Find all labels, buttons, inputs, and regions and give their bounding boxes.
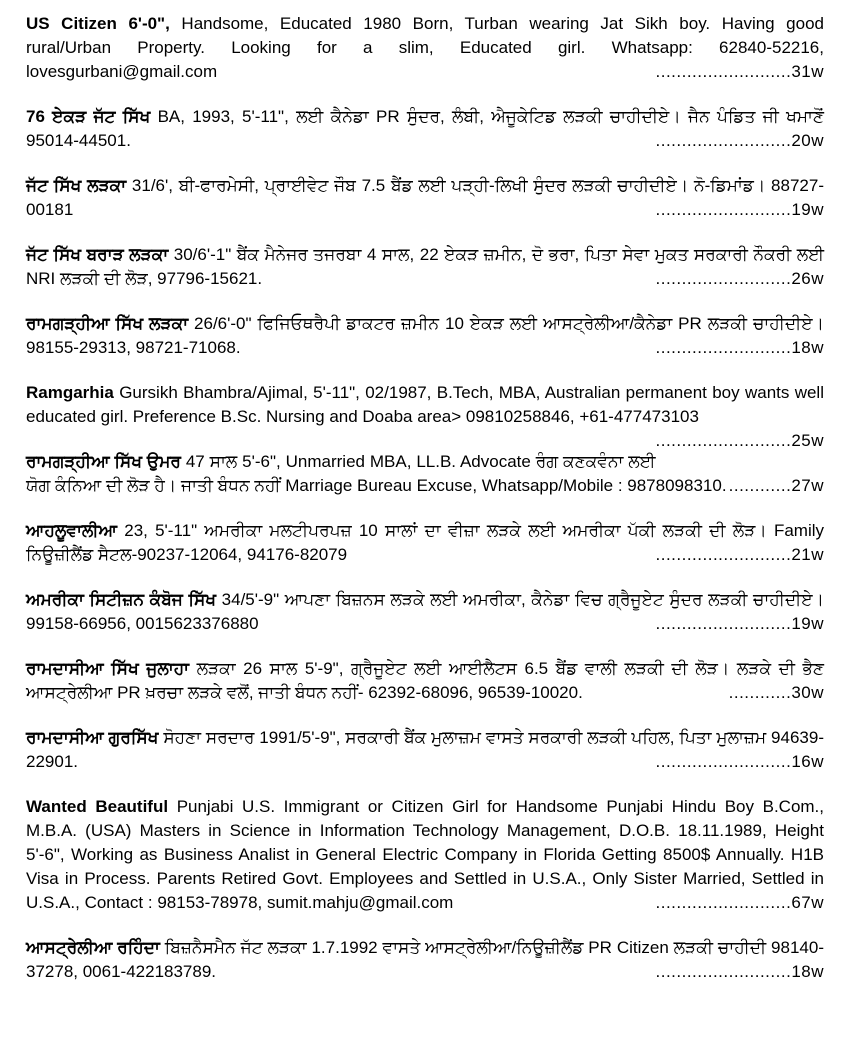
classified-ad-australia-businessman xyxy=(26,936,824,984)
ad-wordcount xyxy=(656,198,825,222)
classified-ad-ramgarhia-sikh-larka xyxy=(26,312,824,360)
wordcount-value: 31w xyxy=(791,62,824,81)
ad-wordcount xyxy=(656,129,825,153)
ad-body: 30/6'-1" ਬੈਂਕ ਮੈਨੇਜਰ ਤਜਰਬਾ 4 ਸਾਲ, 22 ਏਕੜ ਜ਼ਮੀਨ, ਦੋ ਭਰਾ, ਪਿਤਾ ਸੇਵਾ ਮੁਕਤ ਸਰਕਾਰੀ ਨੌਕਰੀ ਲਈ NRI ਲੜਕੀ ਦੀ ਲੋੜ, 97796-15621. xyxy=(26,245,824,288)
leader-dots: .......................... xyxy=(655,269,792,288)
ad-lead: ਅਮਰੀਕਾ ਸਿਟੀਜ਼ਨ ਕੰਬੋਜ ਸਿੱਖ xyxy=(26,590,217,609)
ad-lead: ਜੱਟ ਸਿੱਖ ਬਰਾੜ ਲੜਕਾ xyxy=(26,245,169,264)
ad-body: ਲੜਕਾ 26 ਸਾਲ 5'-9", ਗ੍ਰੈਜੂਏਟ ਲਈ ਆਈਲੈਟਸ 6.5 ਬੈਂਡ ਵਾਲੀ ਲੜਕੀ ਦੀ ਲੋੜ। ਲੜਕੇ ਦੀ ਭੈਣ ਆਸਟ੍ਰੇਲੀਆ PR ਖ਼ਰਚਾ ਲੜਕੇ ਵਲੋਂ, ਜਾਤੀ ਬੰਧਨ ਨਹੀਂ- 62392-68096, 96539-10020. xyxy=(26,659,824,702)
ad-lead: ਆਸਟ੍ਰੇਲੀਆ ਰਹਿੰਦਾ xyxy=(26,938,160,957)
leader-dots: .......................... xyxy=(655,893,792,912)
ad-wordcount xyxy=(729,681,824,705)
ad-body: 31/6', ਬੀ-ਫਾਰਮੇਸੀ, ਪ੍ਰਾਈਵੇਟ ਜੌਬ 7.5 ਬੈਂਡ ਲਈ ਪੜ੍ਹੀ-ਲਿਖੀ ਸੁੰਦਰ ਲੜਕੀ ਚਾਹੀਦੀਏ। ਨੋ-ਡਿਮਾਂਡ। 88727-00181 xyxy=(26,176,824,219)
wordcount-value: 19w xyxy=(791,200,824,219)
ad-wordcount xyxy=(656,267,825,291)
ad-body: 47 ਸਾਲ 5'-6", Unmarried MBA, LL.B. Advocate ਰੰਗ ਕਣਕਵੰਨਾ ਲਈ ਯੋਗ ਕੰਨਿਆ ਦੀ ਲੋੜ ਹੈ। ਜਾਤੀ ਬੰਧਨ ਨਹੀਂ Marriage Bureau Excuse, Whatsapp/Mobile : 9878098310. xyxy=(26,452,727,495)
classified-ad-ahluwalia xyxy=(26,519,824,567)
leader-dots: .......................... xyxy=(655,200,792,219)
ad-body: Gursikh Bhambra/Ajimal, 5'-11", 02/1987, B.Tech, MBA, Australian permanent boy wants well educated girl. Preference B.Sc. Nursing and Doaba area> 09810258846, +61-477473103 xyxy=(26,383,824,426)
ad-body: 26/6'-0" ਫਿਜਿਓਥਰੈਪੀ ਡਾਕਟਰ ਜ਼ਮੀਨ 10 ਏਕੜ ਲਈ ਆਸਟ੍ਰੇਲੀਆ/ਕੈਨੇਡਾ PR ਲੜਕੀ ਚਾਹੀਦੀਏ। 98155-29313, 98721-71068. xyxy=(26,314,824,357)
ad-wordcount xyxy=(656,429,825,453)
ad-lead: ਜੱਟ ਸਿੱਖ ਲੜਕਾ xyxy=(26,176,127,195)
ad-wordcount xyxy=(656,612,825,636)
leader-dots: .......................... xyxy=(655,338,792,357)
leader-dots: ............ xyxy=(728,476,792,495)
wordcount-value: 26w xyxy=(791,269,824,288)
ad-lead: Ramgarhia xyxy=(26,383,114,402)
ad-wordcount xyxy=(656,336,825,360)
ad-lead: ਰਾਮਗੜ੍ਹੀਆ ਸਿੱਖ ਉਮਰ xyxy=(26,452,181,471)
ad-body: Handsome, Educated 1980 Born, Turban wearing Jat Sikh boy. Having good rural/Urban Property. Looking for a slim, Educated girl. Whatsapp: 62840-52216, lovesgurbani@gmail.com xyxy=(26,14,825,81)
ad-body: 34/5'-9" ਆਪਣਾ ਬਿਜ਼ਨਸ ਲੜਕੇ ਲਈ ਅਮਰੀਕਾ, ਕੈਨੇਡਾ ਵਿਚ ਗ੍ਰੈਜੂਏਟ ਸੁੰਦਰ ਲੜਕੀ ਚਾਹੀਦੀਏ। 99158-66956, 0015623376880 xyxy=(26,590,824,633)
leader-dots: ............ xyxy=(728,683,792,702)
classified-ad-ramgarhia-gursikh-bhambra xyxy=(26,381,824,450)
wordcount-value: 19w xyxy=(791,614,824,633)
leader-dots: .......................... xyxy=(655,752,792,771)
ad-wordcount xyxy=(656,60,825,84)
ad-body: ਬਿਜ਼ਨੈਸਮੈਨ ਜੱਟ ਲੜਕਾ 1.7.1992 ਵਾਸਤੇ ਆਸਟ੍ਰੇਲੀਆ/ਨਿਊਜ਼ੀਲੈਂਡ PR Citizen ਲੜਕੀ ਚਾਹੀਦੀ 98140-37278, 0061-422183789. xyxy=(26,938,824,981)
wordcount-value: 20w xyxy=(791,131,824,150)
ad-lead: US Citizen 6'-0", xyxy=(26,14,170,33)
classified-ad-ramdasia-gursikh xyxy=(26,726,824,774)
ad-wordcount xyxy=(656,960,825,984)
ad-lead: Wanted Beautiful xyxy=(26,797,169,816)
classified-ad-wanted-beautiful xyxy=(26,795,824,915)
classified-ad-america-citizen-kamboj xyxy=(26,588,824,636)
ad-body: 23, 5'-11" ਅਮਰੀਕਾ ਮਲਟੀਪਰਪਜ਼ 10 ਸਾਲਾਂ ਦਾ ਵੀਜ਼ਾ ਲੜਕੇ ਲਈ ਅਮਰੀਕਾ ਪੱਕੀ ਲੜਕੀ ਦੀ ਲੋੜ। Family ਨਿਊਜ਼ੀਲੈਂਡ ਸੈਟਲ-90237-12064, 94176-82079 xyxy=(26,521,825,564)
wordcount-value: 21w xyxy=(791,545,824,564)
wordcount-value: 25w xyxy=(791,431,824,450)
ad-wordcount xyxy=(656,891,825,915)
ad-body: BA, 1993, 5'-11", ਲਈ ਕੈਨੇਡਾ PR ਸੁੰਦਰ, ਲੰਬੀ, ਐਜੂਕੇਟਿਡ ਲੜਕੀ ਚਾਹੀਦੀਏ। ਜੈਨ ਪੰਡਿਤ ਜੀ ਖਮਾਣੋਂ 95014-44501. xyxy=(26,107,824,150)
wordcount-value: 67w xyxy=(791,893,824,912)
ad-wordcount xyxy=(656,543,825,567)
ad-lead: ਰਾਮਦਾਸੀਆ ਸਿੱਖ ਜੁਲਾਹਾ xyxy=(26,659,190,678)
wordcount-value: 18w xyxy=(791,962,824,981)
ad-body: Punjabi U.S. Immigrant or Citizen Girl for Handsome Punjabi Hindu Boy B.Com., M.B.A. (USA) Masters in Science in Information Technology Management, D.O.B. 18.11.1989, Height 5'-6", Working as Business Analist in General Electric Company in Florida Getting 8500$ Annually. H1B Visa in Process. Parents Retired Govt. Employees and Settled in U.S.A., Only Sister Married, Settled in U.S.A., Contact : 98153-78978, sumit.mahju@gmail.com xyxy=(26,797,824,912)
leader-dots: .......................... xyxy=(655,431,792,450)
leader-dots: .......................... xyxy=(655,962,792,981)
ad-lead: ਆਹਲੂਵਾਲੀਆ xyxy=(26,521,118,540)
ad-lead: ਰਾਮਦਾਸੀਆ ਗੁਰਸਿੱਖ xyxy=(26,728,159,747)
ad-lead: 76 ਏਕੜ ਜੱਟ ਸਿੱਖ xyxy=(26,107,151,126)
ad-body: ਸੋਹਣਾ ਸਰਦਾਰ 1991/5'-9", ਸਰਕਾਰੀ ਬੈਂਕ ਮੁਲਾਜ਼ਮ ਵਾਸਤੇ ਸਰਕਾਰੀ ਲੜਕੀ ਪਹਿਲ, ਪਿਤਾ ਮੁਲਾਜ਼ਮ 94639-22901. xyxy=(26,728,824,771)
classified-ad-jat-sikh-larka xyxy=(26,174,824,222)
ad-wordcount xyxy=(729,474,824,498)
wordcount-value: 18w xyxy=(791,338,824,357)
ad-lead: ਰਾਮਗੜ੍ਹੀਆ ਸਿੱਖ ਲੜਕਾ xyxy=(26,314,189,333)
classified-ad-76-acre-jat-sikh xyxy=(26,105,824,153)
classified-ad-ramgarhia-sikh-47 xyxy=(26,450,824,498)
wordcount-value: 27w xyxy=(791,476,824,495)
wordcount-value: 30w xyxy=(791,683,824,702)
leader-dots: .......................... xyxy=(655,131,792,150)
leader-dots: .......................... xyxy=(655,62,792,81)
wordcount-value: 16w xyxy=(791,752,824,771)
leader-dots: .......................... xyxy=(655,614,792,633)
classified-ad-jat-sikh-brar xyxy=(26,243,824,291)
classified-ad-us-citizen xyxy=(26,12,824,84)
leader-dots: .......................... xyxy=(655,545,792,564)
classified-ad-ramdasia-sikh-julaha xyxy=(26,657,824,705)
ad-wordcount xyxy=(656,750,825,774)
